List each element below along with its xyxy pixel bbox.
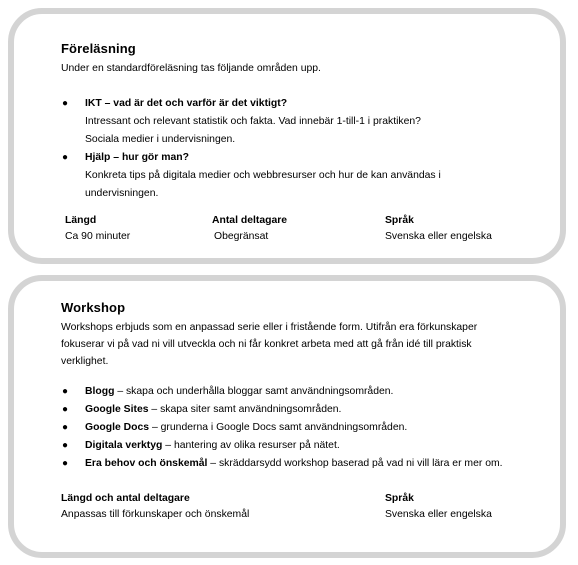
bullet-bold-label: Era behov och önskemål <box>85 458 208 469</box>
bullet-text: undervisningen. <box>85 188 159 199</box>
list-item <box>61 401 551 419</box>
bullet-icon: ● <box>62 458 69 469</box>
length-header: Längd <box>65 215 97 226</box>
language-value: Svenska eller engelska <box>385 509 492 520</box>
list-item <box>61 95 541 149</box>
language-header: Språk <box>385 215 414 226</box>
bullet-text: – skapa siter samt användningsområden. <box>148 404 342 415</box>
intro-line: verklighet. <box>61 356 109 367</box>
workshop-bullet-list <box>61 383 551 473</box>
list-item <box>61 437 551 455</box>
bullet-text: Intressant och relevant statistik och fakta. Vad innebär 1-till-1 i praktiken? <box>85 116 421 127</box>
participants-header: Antal deltagare <box>212 215 288 226</box>
bullet-bold-label: Google Sites <box>85 404 149 415</box>
bullet-icon: ● <box>62 98 69 109</box>
bullet-bold-label: Google Docs <box>85 422 150 433</box>
bullet-text: Sociala medier i undervisningen. <box>85 134 236 145</box>
length-participants-header: Längd och antal deltagare <box>61 493 190 504</box>
workshop-card <box>8 275 566 558</box>
lecture-intro: Under en standardföreläsning tas följande områden upp. <box>61 63 321 74</box>
lecture-title: Föreläsning <box>61 41 136 56</box>
bullet-bold-label: Digitala verktyg <box>85 440 163 451</box>
bullet-text: – hantering av olika resurser på nätet. <box>162 440 340 451</box>
length-participants-value: Anpassas till förkunskaper och önskemål <box>61 509 250 520</box>
bullet-icon: ● <box>62 152 69 163</box>
language-value: Svenska eller engelska <box>385 231 492 242</box>
lecture-card <box>8 8 566 264</box>
bullet-text: – grunderna i Google Docs samt användningsområden. <box>149 422 408 433</box>
bullet-icon: ● <box>62 386 69 397</box>
bullet-icon: ● <box>62 404 69 415</box>
list-item <box>61 149 541 203</box>
list-item <box>61 383 551 401</box>
bullet-icon: ● <box>62 440 69 451</box>
workshop-intro <box>61 319 551 370</box>
bullet-bold-label: Blogg <box>85 386 115 397</box>
list-item <box>61 455 551 473</box>
bullet-heading: Hjälp – hur gör man? <box>85 152 189 163</box>
bullet-text: Konkreta tips på digitala medier och webbresurser och hur de kan användas i <box>85 170 441 181</box>
list-item <box>61 419 551 437</box>
intro-line: Workshops erbjuds som en anpassad serie eller i fristående form. Utifrån era förkunskaper <box>61 322 478 333</box>
workshop-title: Workshop <box>61 300 126 315</box>
bullet-icon: ● <box>62 422 69 433</box>
bullet-text: – skräddarsydd workshop baserad på vad ni vill lära er mer om. <box>207 458 503 469</box>
language-header: Språk <box>385 493 414 504</box>
bullet-text: – skapa och underhålla bloggar samt användningsområden. <box>114 386 394 397</box>
participants-value: Obegränsat <box>214 231 269 242</box>
length-value: Ca 90 minuter <box>65 231 131 242</box>
bullet-heading: IKT – vad är det och varför är det viktigt? <box>85 98 288 109</box>
lecture-bullet-list <box>61 95 541 203</box>
intro-line: fokuserar vi på vad ni vill utveckla och ni får konkret arbeta med att gå från idé till praktisk <box>61 339 472 350</box>
